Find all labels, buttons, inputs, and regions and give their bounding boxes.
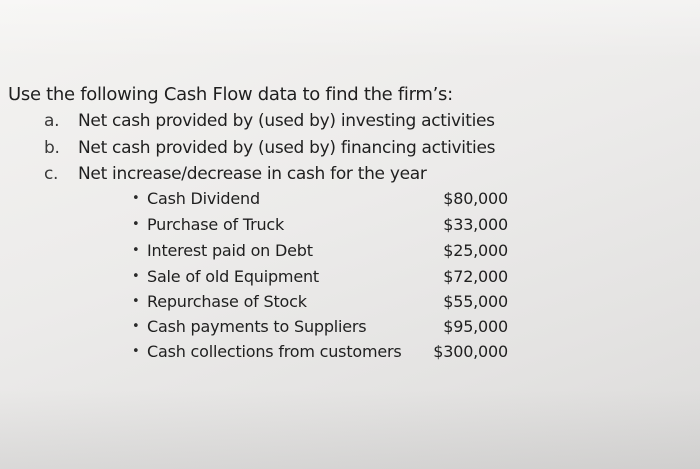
task-text: Net cash provided by (used by) investing activities	[78, 111, 495, 131]
item-label: Purchase of Truck	[147, 215, 285, 234]
item-amount: $72,000	[443, 267, 508, 286]
item-amount: $25,000	[443, 241, 508, 260]
item-label: Cash payments to Suppliers	[147, 317, 367, 336]
task-marker: c.	[44, 164, 59, 184]
item-label: Repurchase of Stock	[147, 292, 307, 311]
bullet-icon: •	[132, 243, 140, 258]
bullet-icon: •	[132, 294, 140, 309]
bullet-icon: •	[132, 269, 140, 284]
cash-flow-item	[132, 340, 522, 364]
item-label: Interest paid on Debt	[147, 241, 313, 260]
item-amount: $300,000	[433, 342, 508, 361]
bullet-icon: •	[132, 191, 140, 206]
item-label: Sale of old Equipment	[147, 267, 319, 286]
task-b	[44, 136, 495, 160]
item-amount: $80,000	[443, 189, 508, 208]
bullet-icon: •	[132, 344, 140, 359]
cash-flow-item	[132, 187, 522, 211]
cash-flow-item	[132, 213, 522, 237]
item-amount: $55,000	[443, 292, 508, 311]
cash-flow-item	[132, 265, 522, 289]
item-label: Cash Dividend	[147, 189, 260, 208]
question-intro: Use the following Cash Flow data to find the firm’s:	[8, 84, 453, 105]
task-c	[44, 162, 427, 186]
task-marker: b.	[44, 138, 60, 158]
task-marker: a.	[44, 111, 60, 131]
cash-flow-item	[132, 290, 522, 314]
task-text: Net increase/decrease in cash for the year	[78, 164, 427, 184]
cash-flow-item	[132, 315, 522, 339]
task-a	[44, 109, 495, 133]
item-amount: $33,000	[443, 215, 508, 234]
bullet-icon: •	[132, 217, 140, 232]
task-text: Net cash provided by (used by) financing activities	[78, 138, 496, 158]
bullet-icon: •	[132, 319, 140, 334]
item-amount: $95,000	[443, 317, 508, 336]
cash-flow-item	[132, 239, 522, 263]
item-label: Cash collections from customers	[147, 342, 402, 361]
